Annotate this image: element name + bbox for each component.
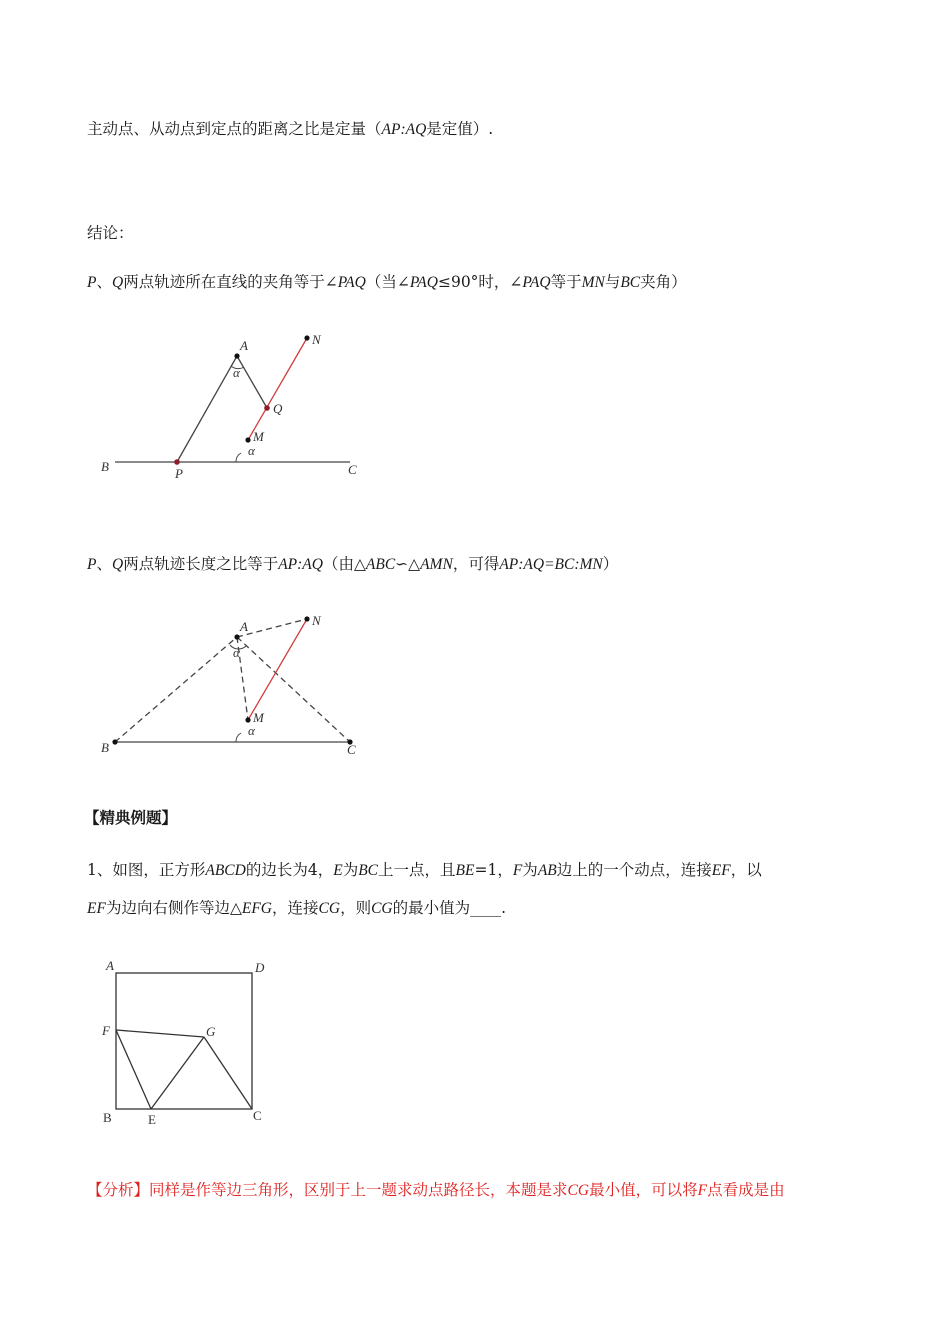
analysis-f: F	[697, 1182, 708, 1199]
p1l2-end: .	[501, 899, 507, 917]
fig1-label-alpha-top: α	[233, 365, 240, 380]
c2-q: Q	[111, 556, 124, 573]
fig3-label-b: B	[103, 1110, 112, 1125]
analysis-text-c: 点看成是由	[707, 1181, 785, 1199]
analysis-cg: CG	[567, 1182, 590, 1199]
c1-p: P	[87, 274, 97, 291]
p1l2-text-c: ，则	[340, 899, 372, 917]
fig3-label-g: G	[206, 1024, 216, 1039]
p1-text-c: 上一点，且	[378, 861, 456, 879]
answer-blank[interactable]: ____	[470, 899, 502, 917]
fig3-label-f: F	[102, 1023, 110, 1038]
fig1-label-alpha-bottom: α	[248, 443, 255, 458]
p1l2-text-d: 的最小值为	[392, 899, 471, 917]
p1l2-efg: EFG	[241, 900, 272, 917]
analysis-line	[87, 1178, 785, 1200]
p1-abcd: ABCD	[205, 862, 246, 879]
c1-paq1: PAQ	[337, 274, 366, 291]
fig2-label-alpha-top: α	[233, 645, 240, 660]
c1-mn: MN	[581, 274, 605, 291]
p1-bc: BC	[358, 862, 379, 879]
p1-e: E	[333, 862, 343, 879]
fig3-line-fg	[116, 1030, 204, 1037]
p1-ef: EF	[711, 862, 731, 879]
c2-abc: ABC	[365, 556, 396, 573]
c1-text-b: （当∠	[365, 273, 410, 291]
fig2-label-n: N	[312, 613, 321, 628]
p1-text-d: =1，	[474, 861, 513, 879]
fig1-label-c: C	[348, 462, 357, 477]
c1-text-c: ≤90°时，∠	[437, 273, 523, 291]
intro-ratio: AP:AQ	[381, 121, 427, 138]
fig3-label-c: C	[253, 1108, 262, 1123]
p1l2-ef: EF	[87, 900, 106, 917]
c2-amn: AMN	[420, 556, 453, 573]
p1-be: BE	[455, 862, 475, 879]
c1-text-f: 夹角）	[640, 273, 687, 291]
analysis-text-b: 最小值，可以将	[589, 1181, 698, 1199]
c1-paq3: PAQ	[522, 274, 551, 291]
c2-p: P	[87, 556, 97, 573]
fig1-label-a: A	[240, 338, 248, 353]
c2-text-a: 两点轨迹长度之比等于	[123, 555, 279, 573]
c1-text-d: 等于	[550, 273, 582, 291]
p1-text-b: 为	[342, 861, 359, 879]
c2-ratio2: AP:AQ=BC:MN	[499, 556, 603, 573]
p1-ab: AB	[537, 862, 557, 879]
analysis-tag: 【分析】	[87, 1181, 150, 1199]
analysis-text-a: 同样是作等边三角形，区别于上一题求动点路径长，本题是求	[149, 1181, 568, 1199]
c2-sim: ∽△	[395, 555, 421, 573]
fig2-label-c: C	[347, 742, 356, 757]
fig1-label-m: M	[253, 429, 264, 444]
p1-num: 1、如图，正方形	[87, 861, 206, 879]
c2-text-b: （由△	[322, 555, 366, 573]
p1l2-text-b: ，连接	[272, 899, 319, 917]
c2-ratio1: AP:AQ	[278, 556, 323, 573]
fig3-line-fe	[116, 1030, 151, 1109]
fig2-label-b: B	[101, 740, 109, 755]
c2-text-c: ，可得	[452, 555, 500, 573]
p1-text-e: 为	[522, 861, 538, 879]
c1-sep: 、	[96, 273, 112, 291]
fig3-label-e: E	[148, 1112, 156, 1127]
fig3-label-d: D	[255, 960, 265, 975]
fig3-line-eg	[151, 1037, 204, 1109]
c1-bc: BC	[620, 274, 641, 291]
p1-text-g: ，以	[730, 861, 762, 879]
p1-f: F	[512, 862, 523, 879]
p1l2-cg2: CG	[371, 900, 393, 917]
section-title: 【精典例题】	[84, 808, 178, 827]
fig2-label-alpha-bottom: α	[248, 723, 255, 738]
c1-text-e: 与	[604, 273, 621, 291]
p1-text-f: 边上的一个动点，连接	[556, 861, 712, 879]
c1-q: Q	[111, 274, 124, 291]
fig2-label-a: A	[240, 619, 248, 634]
c2-sep: 、	[96, 555, 112, 573]
fig1-label-n: N	[312, 332, 321, 347]
c1-text-a: 两点轨迹所在直线的夹角等于∠	[123, 273, 338, 291]
p1l2-text-a: 为边向右侧作等边△	[105, 899, 242, 917]
intro-text-b: 是定值）.	[426, 120, 494, 138]
fig2-label-m: M	[253, 710, 264, 725]
fig1-label-b: B	[101, 459, 109, 474]
conclusion-label: 结论：	[87, 224, 134, 242]
p1l2-cg: CG	[318, 900, 341, 917]
fig3-label-a: A	[106, 958, 114, 973]
fig3-line-gc	[204, 1037, 252, 1109]
fig1-label-q: Q	[273, 401, 283, 416]
intro-text-a: 主动点、从动点到定点的距离之比是定量（	[87, 120, 382, 138]
c2-text-d: ）	[602, 555, 619, 573]
p1-text-a: 的边长为4，	[245, 861, 334, 879]
fig3-square-abcd	[116, 973, 252, 1109]
c1-paq2: PAQ	[409, 274, 438, 291]
fig1-label-p: P	[175, 466, 183, 481]
